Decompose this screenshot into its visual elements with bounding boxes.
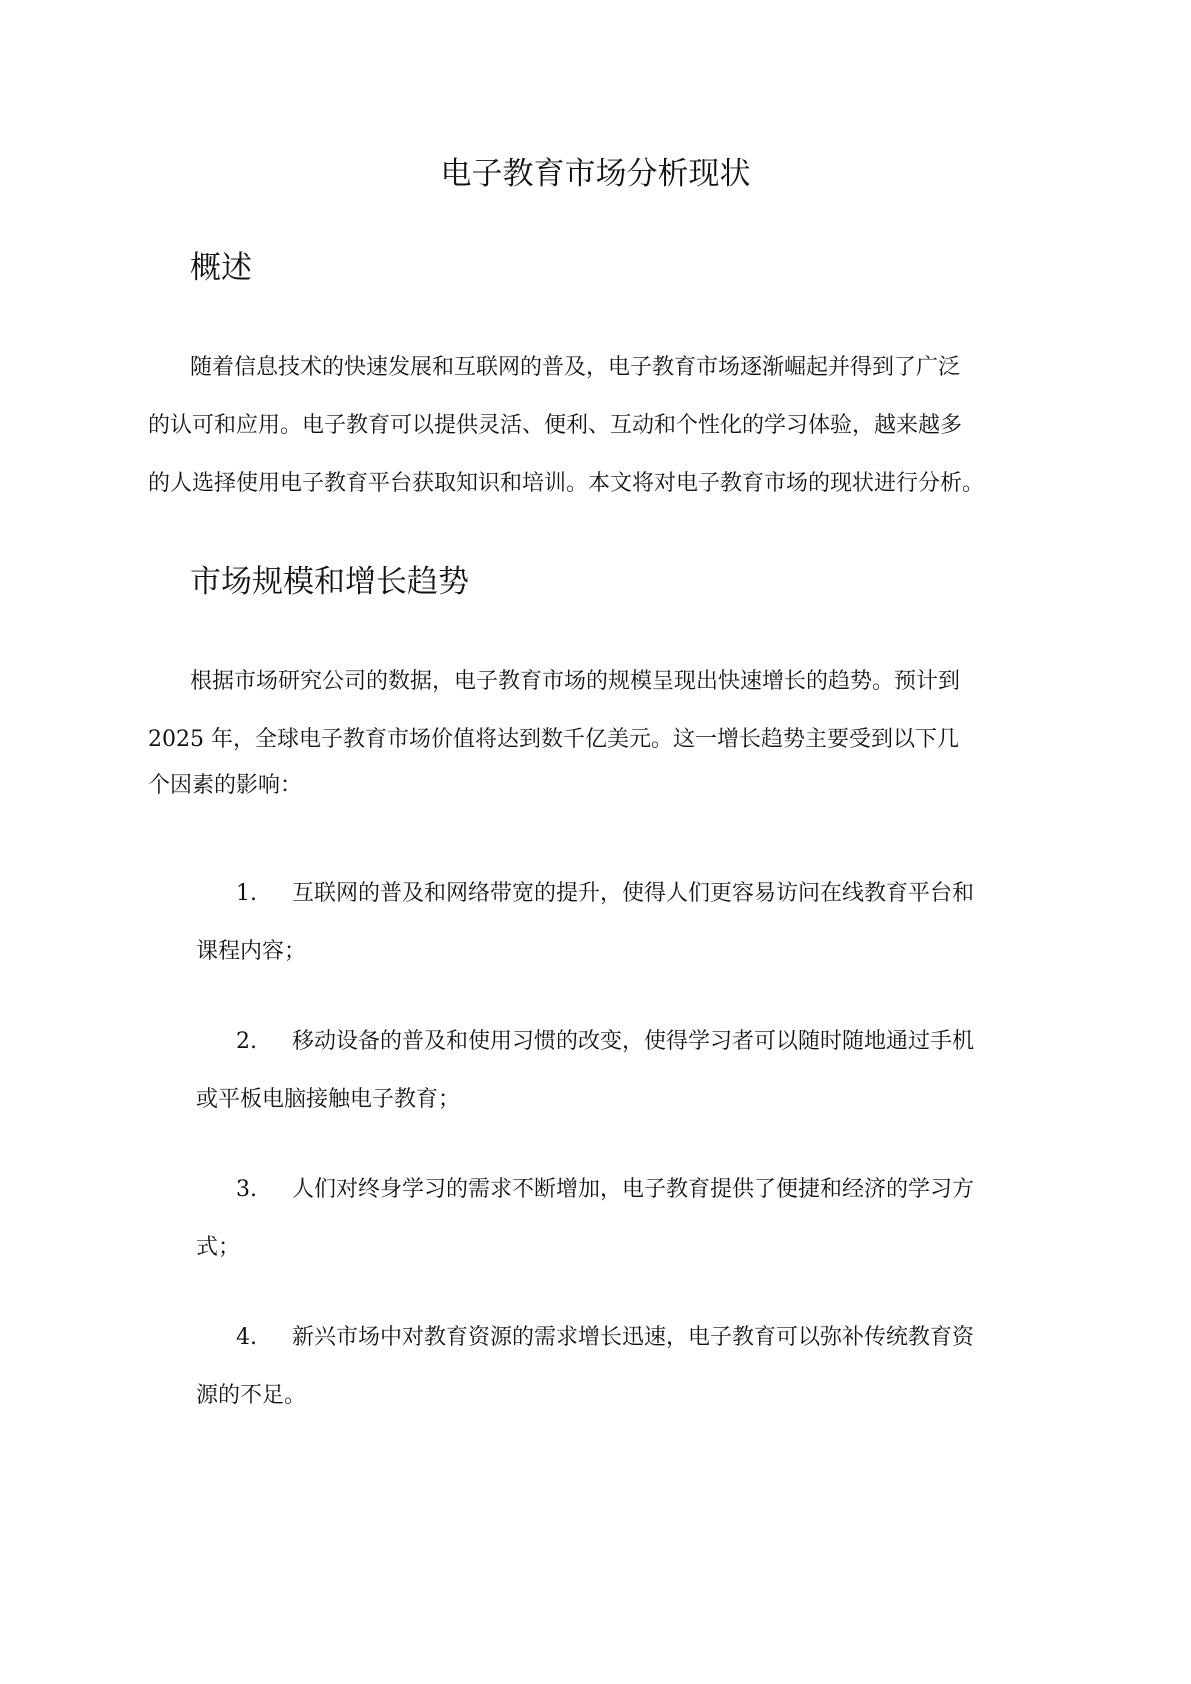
list-item-line: 互联网的普及和网络带宽的提升，使得人们更容易访问在线教育平台和 bbox=[292, 881, 975, 906]
list-item-line: 源的不足。 bbox=[196, 1383, 307, 1408]
paragraph-line: 的认可和应用。电子教育可以提供灵活、便利、互动和个性化的学习体验，越来越多 bbox=[148, 413, 963, 438]
list-item-line: 课程内容； bbox=[196, 939, 307, 964]
paragraph-line: 的人选择使用电子教育平台获取知识和培训。本文将对电子教育市场的现状进行分析。 bbox=[148, 471, 985, 496]
section-heading-overview: 概述 bbox=[190, 250, 252, 286]
list-item-number: 1. bbox=[236, 881, 257, 906]
list-item-line: 移动设备的普及和使用习惯的改变，使得学习者可以随时随地通过手机 bbox=[292, 1029, 975, 1054]
paragraph-line: 2025 年，全球电子教育市场价值将达到数千亿美元。这一增长趋势主要受到以下几 bbox=[148, 727, 959, 752]
list-item-number: 3. bbox=[236, 1177, 257, 1202]
list-item-line: 人们对终身学习的需求不断增加，电子教育提供了便捷和经济的学习方 bbox=[292, 1177, 975, 1202]
paragraph-line: 个因素的影响： bbox=[148, 773, 303, 798]
document-title: 电子教育市场分析现状 bbox=[440, 156, 751, 192]
list-item-line: 新兴市场中对教育资源的需求增长迅速，电子教育可以弥补传统教育资 bbox=[292, 1325, 975, 1350]
list-item-line: 式； bbox=[196, 1235, 241, 1260]
list-item-number: 4. bbox=[236, 1325, 257, 1350]
paragraph-line: 随着信息技术的快速发展和互联网的普及，电子教育市场逐渐崛起并得到了广泛 bbox=[190, 355, 961, 380]
list-item-number: 2. bbox=[236, 1029, 257, 1054]
list-item-line: 或平板电脑接触电子教育； bbox=[196, 1087, 461, 1112]
section-heading-market-size: 市场规模和增长趋势 bbox=[190, 564, 469, 600]
paragraph-line: 根据市场研究公司的数据，电子教育市场的规模呈现出快速增长的趋势。预计到 bbox=[190, 669, 961, 694]
